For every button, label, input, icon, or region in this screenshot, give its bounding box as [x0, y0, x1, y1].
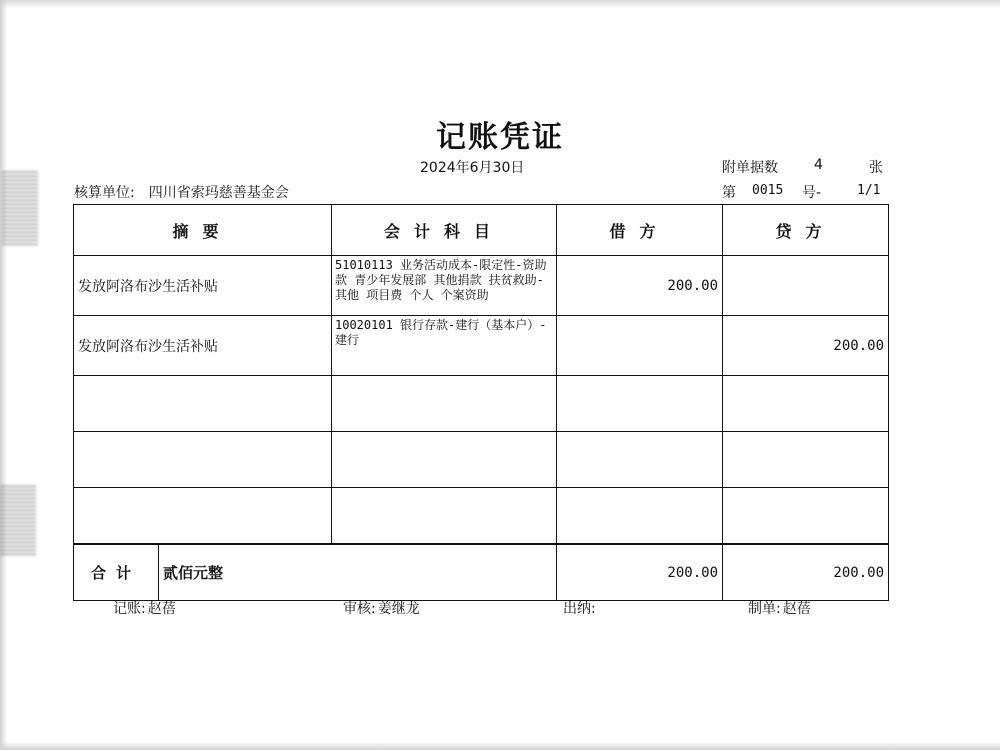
- accounting-unit: [74, 182, 289, 202]
- reviewer-label: 审核:: [343, 601, 376, 617]
- preparer-label: 制单:: [748, 601, 781, 617]
- scan-smudge: [0, 485, 36, 555]
- accounting-unit-name: 四川省索玛慈善基金会: [148, 185, 289, 201]
- bookkeeper-label: 记账:: [113, 601, 146, 617]
- total-debit: 200.00: [557, 544, 723, 601]
- voucher-date: 2024年6月30日: [420, 160, 525, 176]
- empty-cell: [332, 376, 557, 432]
- empty-cell: [74, 376, 332, 432]
- scan-edge-bottom: [0, 742, 1000, 750]
- empty-cell: [557, 432, 723, 488]
- empty-row: [74, 376, 889, 432]
- bookkeeper-name: 赵蓓: [147, 601, 176, 617]
- empty-cell: [332, 488, 557, 545]
- scan-smudge: [2, 170, 38, 245]
- total-row: [74, 544, 889, 601]
- ledger-table: [73, 204, 889, 601]
- row-debit: 200.00: [557, 256, 723, 316]
- table-row: [74, 316, 889, 376]
- row-debit: [557, 316, 723, 376]
- reviewer-field: [343, 598, 420, 618]
- header-subject: 会计科目: [332, 205, 557, 256]
- voucher-number-prefix: 第: [722, 185, 736, 201]
- total-label: 合计: [74, 545, 159, 600]
- row-credit: 200.00: [723, 316, 889, 376]
- empty-cell: [723, 376, 889, 432]
- total-credit: 200.00: [723, 544, 889, 601]
- empty-cell: [557, 376, 723, 432]
- scan-edge-top: [0, 0, 1000, 8]
- header-debit: 借方: [557, 205, 723, 256]
- row-subject: 10020101 银行存款-建行（基本户）-建行: [332, 316, 557, 376]
- attachments-count: 4: [814, 157, 823, 173]
- empty-row: [74, 488, 889, 545]
- row-subject: 51010113 业务活动成本-限定性-资助款 青少年发展部 其他捐款 扶贫救助-其他 项目费 个人 个案资助: [332, 256, 557, 316]
- voucher-number-value: 0015: [752, 183, 784, 198]
- header-summary: 摘要: [74, 205, 332, 256]
- accounting-unit-label: 核算单位:: [74, 185, 135, 201]
- voucher-title: 记账凭证: [436, 120, 564, 155]
- cashier-field: [563, 598, 598, 618]
- row-summary: 发放阿洛布沙生活补贴: [74, 316, 332, 376]
- reviewer-name: 姜继龙: [377, 601, 420, 617]
- attachments-unit: 张: [869, 160, 883, 176]
- bookkeeper-field: [113, 598, 176, 618]
- total-amount-words: 贰佰元整: [163, 564, 224, 582]
- empty-cell: [74, 432, 332, 488]
- total-label-cell: [74, 544, 557, 601]
- empty-cell: [332, 432, 557, 488]
- header-credit: 贷方: [723, 205, 889, 256]
- table-row: [74, 256, 889, 316]
- cashier-label: 出纳:: [563, 601, 596, 617]
- empty-cell: [723, 432, 889, 488]
- row-summary: 发放阿洛布沙生活补贴: [74, 256, 332, 316]
- empty-row: [74, 432, 889, 488]
- voucher-number-suffix: 号-: [802, 185, 822, 201]
- row-credit: [723, 256, 889, 316]
- ledger-header-row: [74, 205, 889, 256]
- preparer-field: [748, 598, 811, 618]
- empty-cell: [557, 488, 723, 545]
- preparer-name: 赵蓓: [782, 601, 811, 617]
- voucher-page-count: 1/1: [857, 183, 881, 198]
- empty-cell: [74, 488, 332, 545]
- attachments-label: 附单据数: [722, 160, 778, 176]
- empty-cell: [723, 488, 889, 545]
